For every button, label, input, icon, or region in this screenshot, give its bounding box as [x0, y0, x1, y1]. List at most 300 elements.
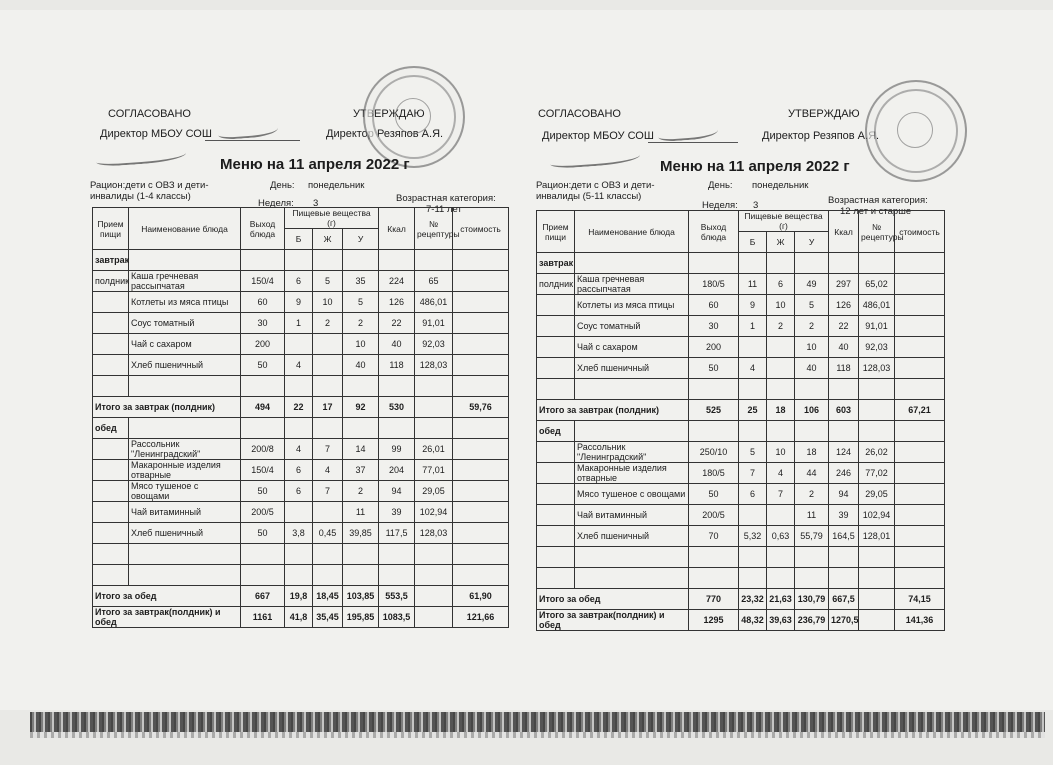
cell-kcal: 224 [379, 271, 415, 292]
cell-dish: Чай витаминный [575, 505, 689, 526]
cell-recipe [859, 589, 895, 610]
seal-stamp-icon [363, 66, 465, 168]
table-row [93, 481, 509, 502]
cell-b: 48,32 [739, 610, 767, 631]
cell-dish: Каша гречневая рассыпчатая [575, 274, 689, 295]
cell-u: 11 [795, 505, 829, 526]
cell-b [285, 544, 313, 565]
ration-label: Рацион:дети с ОВЗ и дети-инвалиды (1-4 классы) [90, 180, 209, 202]
cell-meal: обед [537, 421, 575, 442]
cell-recipe [415, 418, 453, 439]
cell-zh [767, 547, 795, 568]
cell-kcal [379, 418, 415, 439]
table-row [93, 418, 509, 439]
cell-kcal: 40 [829, 337, 859, 358]
cell-dish: Соус томатный [575, 316, 689, 337]
cell-u [343, 565, 379, 586]
cell-meal [537, 442, 575, 463]
cell-u [343, 418, 379, 439]
cell-zh: 17 [313, 397, 343, 418]
cell-cost [453, 460, 509, 481]
cell-b [739, 568, 767, 589]
table-row [93, 334, 509, 355]
cell-yield [241, 376, 285, 397]
cell-yield: 200/5 [241, 502, 285, 523]
cell-kcal [829, 547, 859, 568]
cell-meal [93, 292, 129, 313]
col-zh: Ж [767, 232, 795, 253]
cell-zh [767, 421, 795, 442]
cell-dish [129, 376, 241, 397]
cell-dish [575, 253, 689, 274]
cell-zh: 7 [313, 439, 343, 460]
cell-cost: 59,76 [453, 397, 509, 418]
cell-kcal [379, 250, 415, 271]
cell-recipe: 77,02 [859, 463, 895, 484]
cell-kcal: 39 [379, 502, 415, 523]
cell-kcal: 99 [379, 439, 415, 460]
cell-recipe [859, 547, 895, 568]
cell-u [343, 250, 379, 271]
cell-yield: 1295 [689, 610, 739, 631]
cell-kcal: 39 [829, 505, 859, 526]
table-row [93, 502, 509, 523]
col-cost: стоимость [453, 208, 509, 250]
cell-zh: 7 [767, 484, 795, 505]
cell-u [795, 547, 829, 568]
cell-recipe: 102,94 [415, 502, 453, 523]
cell-dish: Чай витаминный [129, 502, 241, 523]
col-dish: Наименование блюда [575, 211, 689, 253]
cell-u: 10 [343, 334, 379, 355]
cell-yield [241, 544, 285, 565]
cell-kcal: 1270,5 [829, 610, 859, 631]
cell-dish: Рассольник "Ленинградский" [575, 442, 689, 463]
table-row [537, 400, 945, 421]
cell-kcal [379, 565, 415, 586]
cell-u: 11 [343, 502, 379, 523]
cell-zh [767, 337, 795, 358]
scan-noise-strip [30, 732, 1045, 738]
cell-recipe: 91,01 [859, 316, 895, 337]
cell-kcal: 204 [379, 460, 415, 481]
cell-u: 5 [343, 292, 379, 313]
scanned-sheet [0, 10, 1053, 710]
cell-b: 9 [739, 295, 767, 316]
cell-b: 7 [739, 463, 767, 484]
cell-zh: 2 [767, 316, 795, 337]
cell-dish: Макаронные изделия отварные [129, 460, 241, 481]
age-value: 12 лет и старше [840, 206, 912, 217]
cell-u [343, 544, 379, 565]
cell-yield [241, 418, 285, 439]
cell-meal [93, 439, 129, 460]
table-row [93, 355, 509, 376]
cell-recipe [859, 568, 895, 589]
cell-yield: 180/5 [689, 274, 739, 295]
cell-yield: 150/4 [241, 271, 285, 292]
cell-b: 5,32 [739, 526, 767, 547]
cell-b [285, 250, 313, 271]
day-label: День: [708, 180, 733, 191]
cell-dish: Хлеб пшеничный [129, 355, 241, 376]
cell-u: 44 [795, 463, 829, 484]
table-row [537, 358, 945, 379]
cell-meal [93, 502, 129, 523]
cell-recipe: 128,03 [859, 358, 895, 379]
cell-kcal: 126 [379, 292, 415, 313]
col-meal: Прием пищи [93, 208, 129, 250]
cell-recipe [415, 565, 453, 586]
cell-zh: 0,45 [313, 523, 343, 544]
agreed-label: СОГЛАСОВАНО [538, 108, 621, 120]
cell-meal [537, 337, 575, 358]
cell-u [795, 568, 829, 589]
cell-dish: Котлеты из мяса птицы [129, 292, 241, 313]
cell-u: 2 [795, 484, 829, 505]
cell-u: 2 [795, 316, 829, 337]
cell-dish: Чай с сахаром [129, 334, 241, 355]
cell-meal: обед [93, 418, 129, 439]
table-row [93, 313, 509, 334]
cell-kcal [829, 379, 859, 400]
cell-cost: 67,21 [895, 400, 945, 421]
cell-recipe: 128,01 [859, 526, 895, 547]
cell-cost [895, 463, 945, 484]
cell-u: 236,79 [795, 610, 829, 631]
cell-cost [453, 376, 509, 397]
cell-zh: 6 [767, 274, 795, 295]
cell-meal [93, 460, 129, 481]
cell-zh [313, 418, 343, 439]
table-row [537, 463, 945, 484]
seal-stamp-icon [865, 80, 967, 182]
cell-recipe [859, 610, 895, 631]
col-meal: Прием пищи [537, 211, 575, 253]
cell-recipe: 65,02 [859, 274, 895, 295]
cell-u: 40 [343, 355, 379, 376]
cell-u [795, 253, 829, 274]
cell-recipe: 26,02 [859, 442, 895, 463]
cell-zh [767, 379, 795, 400]
cell-meal [93, 481, 129, 502]
cell-meal [93, 523, 129, 544]
table-row [93, 523, 509, 544]
cell-cost [895, 442, 945, 463]
cell-kcal: 164,5 [829, 526, 859, 547]
age-label: Возрастная категория: [396, 193, 496, 204]
cell-kcal: 603 [829, 400, 859, 421]
cell-kcal: 553,5 [379, 586, 415, 607]
cell-kcal: 118 [379, 355, 415, 376]
cell-u: 106 [795, 400, 829, 421]
col-dish: Наименование блюда [129, 208, 241, 250]
week-value: 3 [753, 200, 759, 211]
menu-table [92, 207, 509, 628]
cell-b: 6 [285, 481, 313, 502]
cell-zh: 10 [767, 295, 795, 316]
cell-cost [895, 295, 945, 316]
cell-u: 92 [343, 397, 379, 418]
cell-zh [313, 544, 343, 565]
cell-u: 55,79 [795, 526, 829, 547]
cell-meal [93, 376, 129, 397]
table-row [537, 526, 945, 547]
cell-cost [453, 565, 509, 586]
table-row [537, 505, 945, 526]
cell-cost: 141,36 [895, 610, 945, 631]
cell-zh: 39,63 [767, 610, 795, 631]
cell-cost [895, 379, 945, 400]
week-label: Неделя: [258, 198, 294, 209]
table-row [93, 586, 509, 607]
table-row [537, 337, 945, 358]
cell-u: 37 [343, 460, 379, 481]
cell-u: 195,85 [343, 607, 379, 628]
total-label: Итого за завтрак(полдник) и обед [537, 610, 689, 631]
cell-zh: 21,63 [767, 589, 795, 610]
cell-meal [537, 316, 575, 337]
total-label: Итого за обед [537, 589, 689, 610]
signature-icon [658, 122, 719, 142]
cell-recipe: 77,01 [415, 460, 453, 481]
director-school: Директор МБОУ СОШ [542, 130, 654, 142]
cell-zh: 10 [313, 292, 343, 313]
cell-meal [93, 313, 129, 334]
cell-cost [895, 421, 945, 442]
cell-u: 10 [795, 337, 829, 358]
cell-dish: Хлеб пшеничный [575, 526, 689, 547]
cell-kcal: 124 [829, 442, 859, 463]
cell-recipe [415, 376, 453, 397]
cell-zh [313, 565, 343, 586]
approve-label: УТВЕРЖДАЮ [353, 108, 425, 120]
cell-u: 39,85 [343, 523, 379, 544]
cell-b: 1 [739, 316, 767, 337]
cell-kcal: 530 [379, 397, 415, 418]
cell-meal [537, 379, 575, 400]
cell-yield [689, 547, 739, 568]
cell-zh [767, 568, 795, 589]
cell-zh: 5 [313, 271, 343, 292]
signature-icon [96, 145, 187, 167]
agreed-label: СОГЛАСОВАНО [108, 108, 191, 120]
cell-dish: Котлеты из мяса птицы [575, 295, 689, 316]
cell-cost [895, 253, 945, 274]
cell-recipe [859, 253, 895, 274]
cell-zh: 4 [313, 460, 343, 481]
director-name: Директор Резяпов А.Я. [762, 130, 880, 142]
cell-dish [575, 568, 689, 589]
table-row [93, 376, 509, 397]
cell-recipe [859, 400, 895, 421]
cell-zh: 4 [767, 463, 795, 484]
cell-yield: 30 [241, 313, 285, 334]
cell-yield [241, 565, 285, 586]
cell-meal [537, 505, 575, 526]
cell-cost [453, 544, 509, 565]
cell-cost [895, 526, 945, 547]
cell-recipe [415, 607, 453, 628]
cell-kcal: 117,5 [379, 523, 415, 544]
cell-dish [129, 565, 241, 586]
cell-b: 23,32 [739, 589, 767, 610]
cell-cost [895, 484, 945, 505]
col-cost: стоимость [895, 211, 945, 253]
cell-kcal: 118 [829, 358, 859, 379]
cell-kcal: 94 [829, 484, 859, 505]
cell-cost [453, 292, 509, 313]
cell-dish: Хлеб пшеничный [129, 523, 241, 544]
cell-recipe: 128,03 [415, 355, 453, 376]
cell-zh [313, 250, 343, 271]
col-b: Б [285, 229, 313, 250]
cell-zh [313, 355, 343, 376]
cell-b: 1 [285, 313, 313, 334]
cell-yield: 70 [689, 526, 739, 547]
cell-zh: 18,45 [313, 586, 343, 607]
cell-zh: 10 [767, 442, 795, 463]
day-value: понедельник [752, 180, 809, 191]
ration-label: Рацион:дети с ОВЗ и дети-инвалиды (5-11 классы) [536, 180, 655, 202]
menu-table [536, 210, 945, 631]
cell-meal [537, 463, 575, 484]
cell-kcal: 667,5 [829, 589, 859, 610]
cell-recipe [859, 421, 895, 442]
signature-line [205, 140, 300, 141]
table-row [537, 379, 945, 400]
cell-b: 5 [739, 442, 767, 463]
cell-dish: Мясо тушеное с овощами [575, 484, 689, 505]
cell-yield: 200/5 [689, 505, 739, 526]
cell-meal [537, 358, 575, 379]
cell-b: 4 [285, 439, 313, 460]
day-value: понедельник [308, 180, 365, 191]
cell-meal: завтрак [537, 253, 575, 274]
cell-u: 49 [795, 274, 829, 295]
signature-line [648, 142, 738, 143]
cell-yield [689, 421, 739, 442]
cell-b [285, 565, 313, 586]
cell-b [739, 379, 767, 400]
cell-yield: 50 [241, 355, 285, 376]
cell-meal [537, 484, 575, 505]
age-label: Возрастная категория: [828, 195, 928, 206]
cell-recipe: 92,03 [859, 337, 895, 358]
menu-page-left [8, 10, 528, 710]
table-row [537, 547, 945, 568]
table-row [537, 421, 945, 442]
cell-u: 2 [343, 481, 379, 502]
cell-meal [93, 544, 129, 565]
age-value: 7-11 лет [426, 204, 462, 215]
col-b: Б [739, 232, 767, 253]
cell-b: 22 [285, 397, 313, 418]
cell-recipe [859, 379, 895, 400]
cell-dish [129, 544, 241, 565]
cell-zh [313, 502, 343, 523]
week-label: Неделя: [702, 200, 738, 211]
cell-kcal: 40 [379, 334, 415, 355]
cell-yield: 525 [689, 400, 739, 421]
cell-kcal: 94 [379, 481, 415, 502]
cell-yield: 50 [241, 481, 285, 502]
cell-kcal: 1083,5 [379, 607, 415, 628]
cell-recipe: 29,05 [859, 484, 895, 505]
cell-yield: 30 [689, 316, 739, 337]
cell-b [739, 547, 767, 568]
cell-yield: 494 [241, 397, 285, 418]
cell-recipe: 486,01 [859, 295, 895, 316]
table-row [537, 568, 945, 589]
cell-b [285, 376, 313, 397]
cell-meal [537, 568, 575, 589]
cell-meal: завтрак [93, 250, 129, 271]
cell-u: 2 [343, 313, 379, 334]
cell-b: 11 [739, 274, 767, 295]
cell-u: 130,79 [795, 589, 829, 610]
table-row [537, 610, 945, 631]
table-row [93, 544, 509, 565]
col-nutrients: Пищевые вещества (г) [285, 208, 379, 229]
cell-yield: 50 [689, 358, 739, 379]
total-label: Итого за завтрак (полдник) [93, 397, 241, 418]
cell-zh [767, 358, 795, 379]
cell-dish [575, 421, 689, 442]
director-school: Директор МБОУ СОШ [100, 128, 212, 140]
cell-u: 14 [343, 439, 379, 460]
cell-yield: 150/4 [241, 460, 285, 481]
cell-u: 5 [795, 295, 829, 316]
cell-b [739, 253, 767, 274]
signature-icon [218, 120, 279, 140]
cell-cost [453, 250, 509, 271]
cell-meal [537, 526, 575, 547]
col-kcal: Ккал [829, 211, 859, 253]
cell-kcal: 22 [379, 313, 415, 334]
cell-u: 40 [795, 358, 829, 379]
cell-kcal: 126 [829, 295, 859, 316]
cell-cost [453, 523, 509, 544]
approve-label: УТВЕРЖДАЮ [788, 108, 860, 120]
cell-yield: 50 [689, 484, 739, 505]
cell-cost [453, 355, 509, 376]
cell-yield: 200 [689, 337, 739, 358]
col-nutrients: Пищевые вещества (г) [739, 211, 829, 232]
cell-u: 18 [795, 442, 829, 463]
cell-recipe: 91,01 [415, 313, 453, 334]
cell-kcal [829, 253, 859, 274]
cell-dish: Мясо тушеное с овощами [129, 481, 241, 502]
table-row [537, 253, 945, 274]
total-label: Итого за завтрак (полдник) [537, 400, 689, 421]
cell-cost: 61,90 [453, 586, 509, 607]
cell-meal [93, 355, 129, 376]
cell-recipe [415, 544, 453, 565]
col-u: У [795, 232, 829, 253]
cell-zh [767, 505, 795, 526]
cell-meal [93, 565, 129, 586]
cell-zh: 18 [767, 400, 795, 421]
cell-yield: 60 [689, 295, 739, 316]
cell-zh: 7 [313, 481, 343, 502]
cell-u [795, 421, 829, 442]
cell-cost [895, 316, 945, 337]
cell-dish [129, 418, 241, 439]
total-label: Итого за завтрак(полдник) и обед [93, 607, 241, 628]
cell-yield [689, 253, 739, 274]
cell-cost [895, 505, 945, 526]
